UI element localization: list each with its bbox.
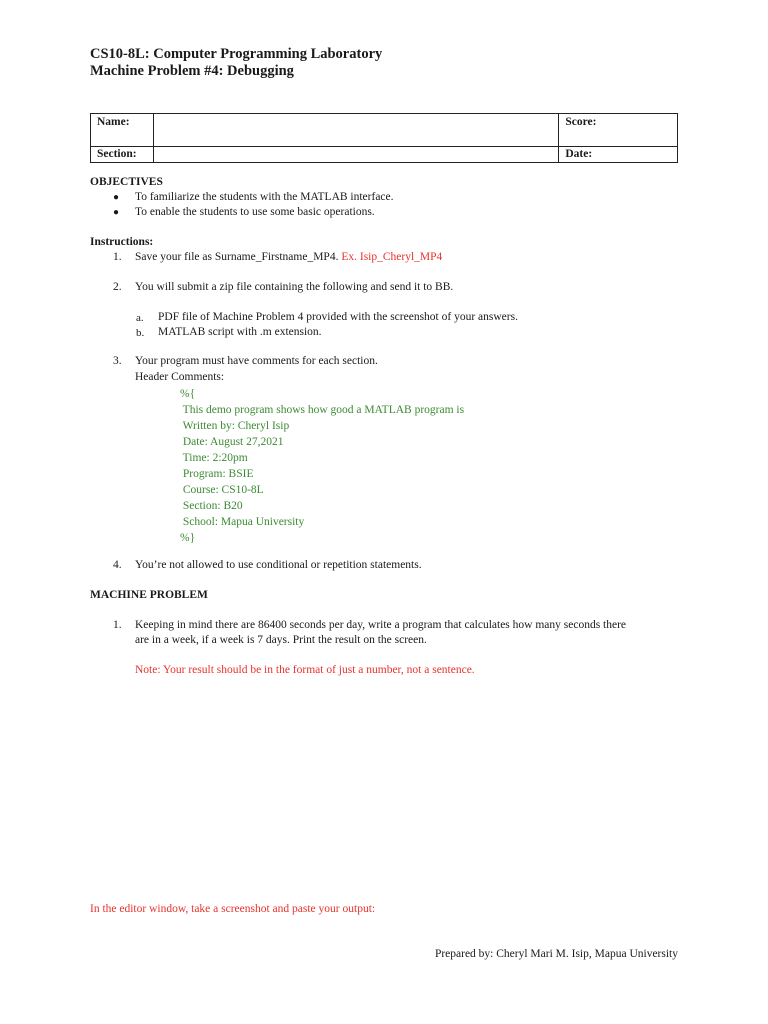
student-info-table: [90, 113, 678, 163]
step4-text: You’re not allowed to use conditional or repetition statements.: [135, 559, 422, 571]
comment-line: Course: CS10-8L: [180, 484, 264, 496]
step1-example: Ex. Isip_Cheryl_MP4: [341, 251, 443, 263]
editor-note: In the editor window, take a screenshot and paste your output:: [90, 903, 376, 915]
step-number: 4.: [113, 559, 122, 571]
problem-number: 1.: [113, 619, 122, 631]
objective-item: To familiarize the students with the MATLAB interface.: [135, 191, 394, 203]
problem-text-line2: are in a week, if a week is 7 days. Print the result on the screen.: [135, 634, 427, 646]
comment-line: This demo program shows how good a MATLAB program is: [180, 404, 465, 416]
sub-item: MATLAB script with .m extension.: [158, 326, 322, 338]
header-comments-label: Header Comments:: [135, 371, 225, 383]
problem-note: Note: Your result should be in the format of just a number, not a sentence.: [135, 664, 475, 676]
comment-line: Date: August 27,2021: [180, 436, 284, 448]
comment-line: %}: [180, 532, 196, 544]
comment-block: [180, 386, 464, 546]
step-number: 1.: [113, 251, 122, 263]
prepared-by-footer: Prepared by: Cheryl Mari M. Isip, Mapua University: [434, 948, 678, 960]
step2-text: You will submit a zip file containing the following and send it to BB.: [135, 281, 454, 293]
name-label: Name:: [91, 114, 154, 147]
step1-instruction: Save your file as Surname_Firstname_MP4.: [135, 251, 339, 263]
name-field[interactable]: [154, 114, 559, 147]
comment-line: School: Mapua University: [180, 516, 305, 528]
section-field[interactable]: [154, 147, 559, 163]
document-title: CS10-8L: Computer Programming Laboratory: [90, 46, 383, 62]
sub-item: PDF file of Machine Problem 4 provided with the screenshot of your answers.: [158, 311, 518, 323]
step1-text: [135, 251, 442, 263]
comment-line: Time: 2:20pm: [180, 452, 248, 464]
instructions-heading: Instructions:: [90, 236, 154, 248]
problem-text-line1: Keeping in mind there are 86400 seconds per day, write a program that calculates how many seconds there: [135, 619, 627, 631]
machine-problem-heading: MACHINE PROBLEM: [90, 589, 208, 601]
objectives-heading: OBJECTIVES: [90, 176, 163, 188]
step-number: 3.: [113, 355, 122, 367]
bullet-icon: ●: [113, 192, 120, 203]
score-label: Score:: [559, 114, 678, 147]
step-number: 2.: [113, 281, 122, 293]
comment-line: %{: [180, 388, 196, 400]
date-label: Date:: [559, 147, 678, 163]
comment-line: Written by: Cheryl Isip: [180, 420, 290, 432]
comment-line: Program: BSIE: [180, 468, 254, 480]
step3-text: Your program must have comments for each section.: [135, 355, 378, 367]
section-label: Section:: [91, 147, 154, 163]
document-subtitle: Machine Problem #4: Debugging: [90, 63, 294, 79]
sub-letter: a.: [136, 312, 144, 324]
comment-line: Section: B20: [180, 500, 243, 512]
objective-item: To enable the students to use some basic operations.: [135, 206, 375, 218]
bullet-icon: ●: [113, 207, 120, 218]
sub-letter: b.: [136, 327, 145, 339]
